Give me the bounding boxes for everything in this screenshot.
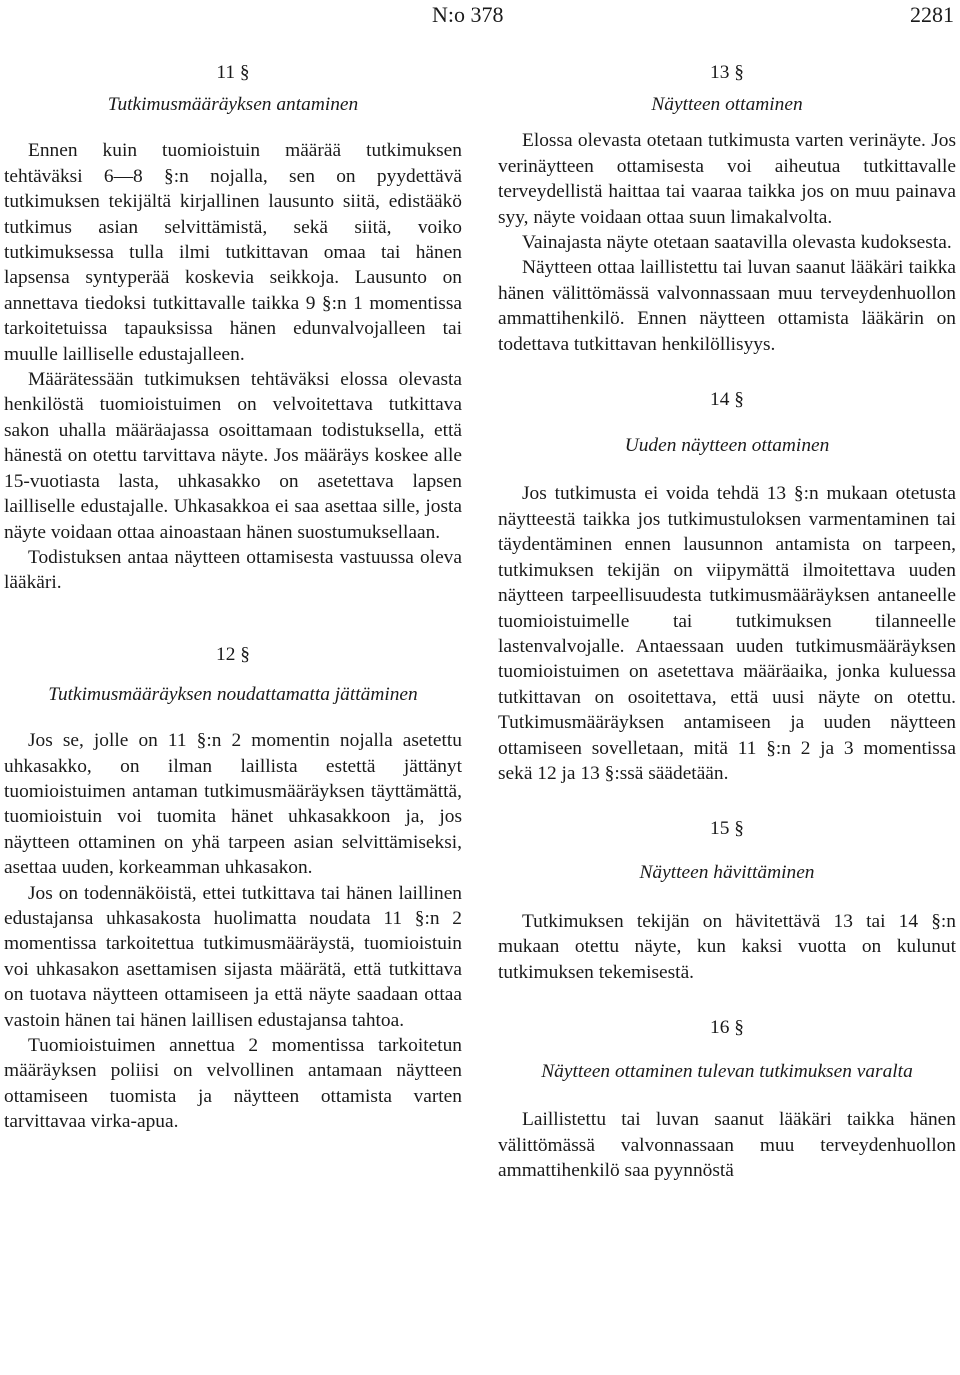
paragraph: Tuomioistuimen annettua 2 momentissa tarkoitetun määräyksen poliisi on velvollinen antamaan näytteen ottamiseen tuomista ja näytteen ottamista varten tarvittavaa virka-apua. — [4, 1035, 462, 1133]
section-title: Näytteen ottaminen tulevan tutkimuksen varalta — [541, 1060, 913, 1082]
section-title: Uuden näytteen ottaminen — [624, 435, 830, 457]
paragraph: Ennen kuin tuomioistuin määrää tutkimuksen tehtäväksi 6—8 §:n nojalla, sen on pyydettävä tutkimuksen tekijältä kirjallinen lausunto siitä, edistääkö tutkimus asian selvittämistä, sekä siitä, voiko tutkimuksessa tulla ilmi tutkittavan omaa tai hänen lapsensa syntyperää koskevia seikkoja. Lausunto on annettava tiedoksi tutkittavalle taikka 9 §:n 1 momentissa tarkoitetuissa tapauksissa hänen edunvalvojalleen tai muulle lailliselle edustajalleen. — [4, 140, 462, 365]
section-title: Tutkimusmääräyksen noudattamatta jättäminen — [48, 683, 418, 705]
section-number: 11 § — [216, 62, 250, 83]
paragraph: Jos se, jolle on 11 §:n 2 momentin nojalla asetettu uhkasakko, on ilman laillista estettä jättänyt tuomioistuimen antaman tutkimusmääräyksen täyttämättä, tuomioistuin voi tuomita hänet uhkasakkoon ja, jos näytteen ottaminen on yhä tarpeen asian selvittämiseksi, asettaa uuden, korkeamman uhkasakon. — [4, 730, 462, 879]
page-header — [0, 2, 960, 28]
section-16 — [498, 1015, 956, 1184]
paragraph: Jos tutkimusta ei voida tehdä 13 §:n mukaan otetusta näytteestä taikka jos tutkimustuloksen varmentaminen tai täydentäminen ennen lausunnon antamista on tarpeen, tutkimuksen tekijän on viipymättä ilmoitettava uuden näytteen tarpeellisuudesta tutkimusmääräyksen antaneelle tuomioistuimelle tai tutkimuksen tilanneelle lastenvalvojalle. Antaessaan uuden tutkimusmääräyksen tuomioistuimen on asetettava määräaika, jonka kuluessa tutkittavan on osoitettava, että uusi näyte on otettu. Tutkimusmääräyksen antamiseen ja uuden näytteen ottamiseen sovelletaan, mitä 11 §:n 2 ja 3 momentissa sekä 12 ja 13 §:ssä säädetään. — [498, 483, 956, 784]
section-15 — [498, 816, 956, 985]
paragraph: Elossa olevasta otetaan tutkimusta varten verinäyte. Jos verinäytteen ottamisesta voi aiheutua tutkittavalle terveydellistä haittaa tai vaaraa taikka jos on muu painava syy, näyte voidaan ottaa suun limakalvolta. — [498, 130, 956, 228]
paragraph: Määrätessään tutkimuksen tehtäväksi elossa olevasta henkilöstä tuomioistuimen on velvoitettava tutkittava sakon uhalla määräajassa osoittamaan todistuksella, että hänestä on otettu tarvittava näyte. Jos määräys koskee alle 15-vuotiasta lasta, uhkasakko on asetettava lapsen lailliselle edustajalle. Uhkasakkoa ei saa asettaa sille, josta näyte voidaan ottaa ainoastaan hänen suostumuksellaan. — [4, 369, 462, 543]
paragraph: Näytteen ottaa laillistettu tai luvan saanut lääkäri taikka hänen välittömässä valvonnassaan muu terveydenhuollon ammattihenkilö. Ennen näytteen ottamista lääkärin on todettava tutkittavan henkilöllisyys. — [498, 257, 956, 355]
paragraph: Vainajasta näyte otetaan saatavilla olevasta kudoksesta. — [522, 232, 952, 254]
left-column — [4, 60, 462, 1135]
paragraph: Laillistettu tai luvan saanut lääkäri taikka hänen välittömässä valvonnassaan muu terveydenhuollon ammattihenkilö saa pyynnöstä — [498, 1109, 956, 1182]
section-title: Näytteen hävittäminen — [639, 862, 815, 884]
section-number: 15 § — [710, 818, 744, 840]
section-number: 14 § — [710, 389, 744, 411]
section-14 — [498, 387, 956, 786]
section-13 — [498, 60, 956, 357]
page-number: 2281 — [910, 2, 954, 27]
right-column — [498, 60, 956, 1184]
section-11 — [4, 60, 462, 596]
section-12 — [4, 642, 462, 1135]
section-title: Näytteen ottaminen — [651, 94, 803, 115]
section-title: Tutkimusmääräyksen antaminen — [107, 94, 359, 115]
section-number: 13 § — [710, 62, 744, 83]
section-number: 12 § — [216, 643, 250, 665]
statute-number: N:o 378 — [432, 2, 504, 27]
paragraph: Jos on todennäköistä, ettei tutkittava tai hänen laillinen edustajansa uhkasakosta huolimatta noudata 11 §:n 2 momentissa tarkoitettua tutkimusmääräystä, tuomioistuin voi uhkasakon asettamisen sijasta määrätä, että tutkittava on tuotava näytteen ottamiseen ja että näyte saadaan ottaa vastoin hänen tai hänen laillisen edustajansa tahtoa. — [4, 882, 462, 1031]
paragraph: Todistuksen antaa näytteen ottamisesta vastuussa oleva lääkäri. — [4, 546, 462, 594]
paragraph: Tutkimuksen tekijän on hävitettävä 13 tai 14 §:n mukaan otettu näyte, kun kaksi vuotta on kulunut tutkimuksen tekemisestä. — [498, 910, 956, 983]
section-number: 16 § — [710, 1016, 744, 1038]
